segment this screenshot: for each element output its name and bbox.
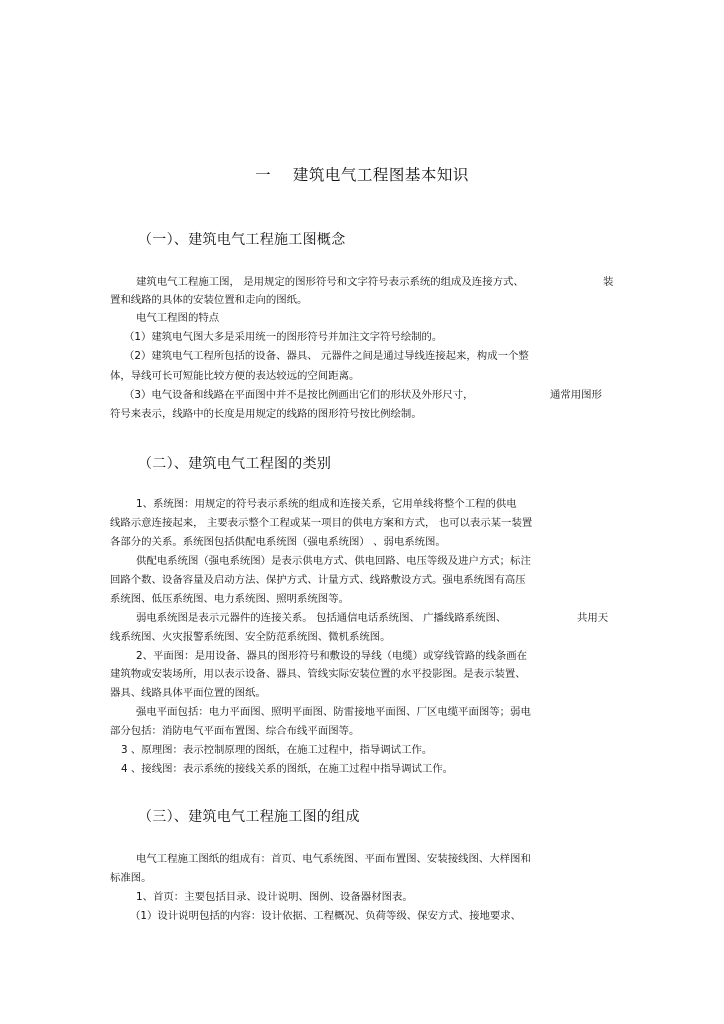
- paragraph-line: 部分包括：消防电气平面布置图、综合布线平面图等。: [110, 725, 360, 737]
- paragraph-line-left: （3）电气设备和线路在平面图中并不是按比例画出它们的形状及外形尺寸，: [124, 389, 474, 401]
- paragraph-line: 体，导线可长可短能比较方便的表达较远的空间距离。: [110, 370, 360, 382]
- paragraph-line-left: 弱电系统图是表示元器件的连接关系。 包括通信电话系统图、 广播线路系统图、: [136, 612, 507, 624]
- paragraph-line: 器具、线路具体平面位置的图纸。: [110, 687, 266, 699]
- paragraph-line: 标准图。: [110, 872, 152, 884]
- paragraph-line: （1）建筑电气图大多是采用统一的图形符号并加注文字符号绘制的。: [124, 331, 443, 343]
- paragraph-line: 4 、接线图：表示系统的接线关系的图纸，在施工过程中指导调试工作。: [121, 763, 454, 775]
- paragraph-line: 3 、原理图：表示控制原理的图纸，在施工过程中，指导调试工作。: [121, 744, 433, 756]
- paragraph-line-left: 建筑电气工程施工图， 是用规定的图形符号和文字符号表示系统的组成及连接方式、: [136, 276, 524, 288]
- paragraph-line: 供配电系统图（强电系统图）是表示供电方式、供电回路、电压等级及进户方式；标注: [136, 555, 531, 567]
- paragraph-line: 回路个数、设备容量及启动方法、保护方式、计量方式、线路敷设方式。强电系统图有高压: [110, 574, 526, 586]
- paragraph-line-right: 共用天: [577, 612, 609, 624]
- document-title: 一 建筑电气工程图基本知识: [255, 166, 469, 184]
- section-1-heading: （一）、建筑电气工程施工图概念: [138, 232, 346, 248]
- paragraph-line: 1、系统图：用规定的符号表示系统的组成和连接关系，它用单线将整个工程的供电: [136, 498, 517, 510]
- paragraph-line: 各部分的关系。系统图包括供配电系统图（强电系统图） 、弱电系统图。: [110, 536, 446, 548]
- paragraph-line: 电气工程施工图纸的组成有：首页、电气系统图、平面布置图、安装接线图、大样图和: [136, 853, 531, 865]
- paragraph-line: 置和线路的具体的安装位置和走向的图纸。: [110, 294, 308, 306]
- paragraph-line: 建筑物或安装场所，用以表示设备、器具、管线实际安装位置的水平投影图。是表示装置、: [110, 668, 526, 680]
- paragraph-line: 符号来表示，线路中的长度是用规定的线路的图形符号按比例绘制。: [110, 408, 422, 420]
- paragraph-line: 2、平面图：是用设备、器具的图形符号和敷设的导线（电缆）或穿线管路的线条画在: [136, 650, 528, 662]
- paragraph-line: 线路示意连接起来， 主要表示整个工程或某一项目的供电方案和方式， 也可以表示某一装置: [110, 517, 533, 529]
- section-2-heading: （二）、建筑电气工程图的类别: [138, 456, 332, 472]
- paragraph-line-right: 装: [603, 276, 614, 288]
- paragraph-line: 线系统图、火灾报警系统图、安全防范系统图、微机系统图。: [110, 631, 391, 643]
- paragraph-line-right: 通常用图形: [550, 389, 602, 401]
- paragraph-line: （1）设计说明包括的内容：设计依据、工程概况、负荷等级、保安方式、接地要求、: [130, 910, 522, 922]
- paragraph-line: 电气工程图的特点: [136, 312, 220, 324]
- paragraph-line: 1、首页：主要包括目录、设计说明、图例、设备器材图表。: [136, 891, 413, 903]
- paragraph-line: （2）建筑电气工程所包括的设备、器具、 元器件之间是通过导线连接起来，构成一个整: [124, 350, 529, 362]
- section-3-heading: （三）、建筑电气工程施工图的组成: [138, 809, 360, 825]
- paragraph-line: 强电平面包括：电力平面图、照明平面图、防雷接地平面图、厂区电缆平面图等；弱电: [136, 706, 531, 718]
- paragraph-line: 系统图、低压系统图、电力系统图、照明系统图等。: [110, 593, 349, 605]
